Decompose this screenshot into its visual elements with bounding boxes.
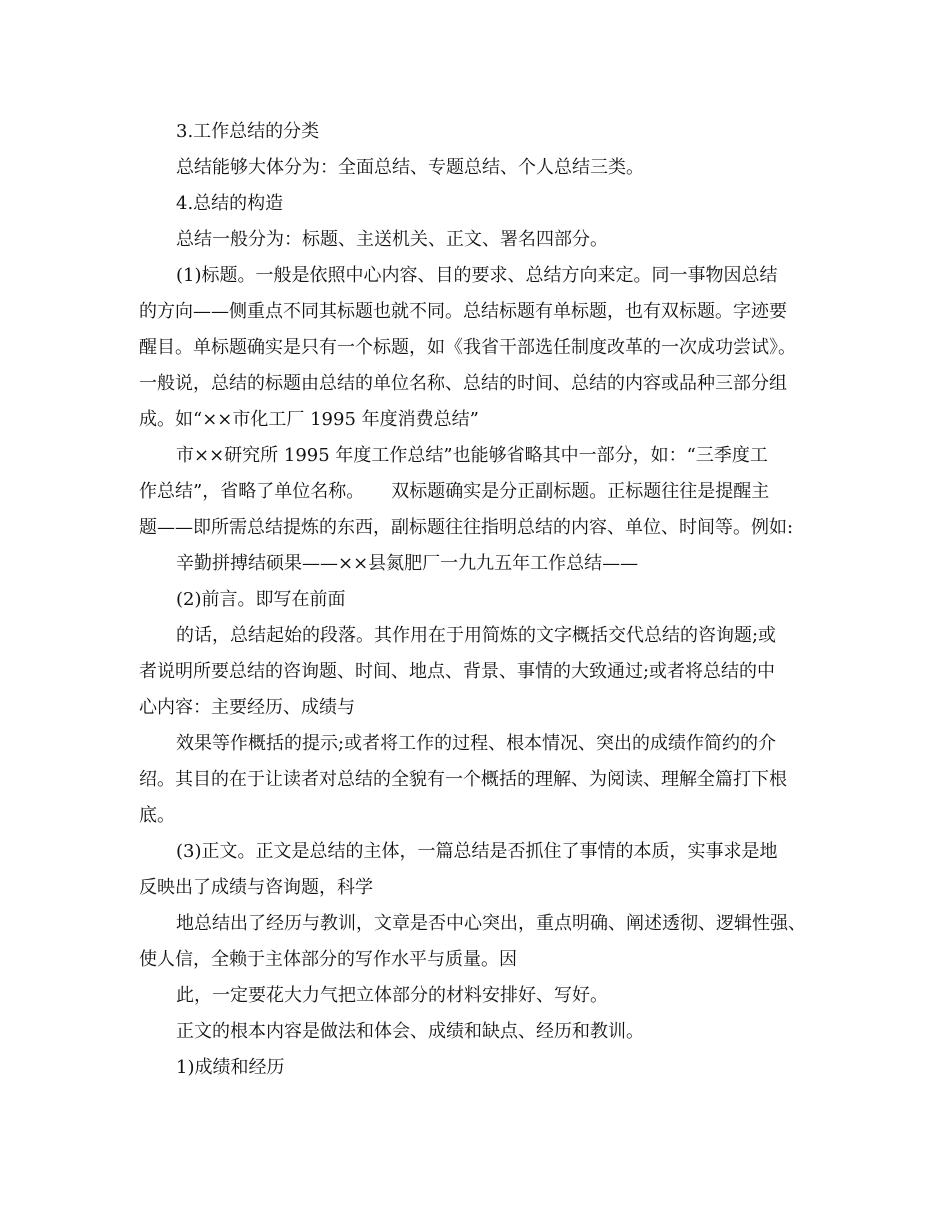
text-line: (1)标题。一般是依照中心内容、目的要求、总结方向来定。同一事物因总结 <box>176 265 778 286</box>
text-line: 心内容：主要经历、成绩与 <box>139 697 355 718</box>
text-line: 绍。其目的在于让读者对总结的全貌有一个概括的理解、为阅读、理解全篇打下根 <box>139 769 787 790</box>
text-line: 地总结出了经历与教训，文章是否中心突出，重点明确、阐述透彻、逻辑性强、 <box>176 913 806 934</box>
text-line: 成。如“××市化工厂 1995 年度消费总结” <box>139 409 479 430</box>
text-line: 反映出了成绩与咨询题，科学 <box>139 877 373 898</box>
text-line: 总结能够大体分为：全面总结、专题总结、个人总结三类。 <box>176 157 644 178</box>
text-line: 总结一般分为：标题、主送机关、正文、署名四部分。 <box>176 229 608 250</box>
section-heading-structure: 4.总结的构造 <box>176 193 284 214</box>
section-heading-classification: 3.工作总结的分类 <box>176 121 320 142</box>
text-line: 市××研究所 1995 年度工作总结”也能够省略其中一部分，如：“三季度工 <box>176 445 768 466</box>
text-line: 此，一定要花大力气把立体部分的材料安排好、写好。 <box>176 985 608 1006</box>
text-line: 作总结”，省略了单位名称。 双标题确实是分正副标题。正标题往往是提醒主 <box>139 481 770 502</box>
text-line: 正文的根本内容是做法和体会、成绩和缺点、经历和教训。 <box>176 1021 644 1042</box>
text-line: 醒目。单标题确实是只有一个标题，如《我省干部选任制度改革的一次成功尝试》。 <box>139 337 796 358</box>
text-line: 的方向——侧重点不同其标题也就不同。总结标题有单标题，也有双标题。字迹要 <box>139 301 787 322</box>
text-line: 效果等作概括的提示;或者将工作的过程、根本情况、突出的成绩作简约的介 <box>176 733 777 754</box>
subsection-heading: 1)成绩和经历 <box>176 1057 285 1078</box>
text-line: (2)前言。即写在前面 <box>176 589 346 610</box>
text-line: 一般说，总结的标题由总结的单位名称、总结的时间、总结的内容或品种三部分组 <box>139 373 787 394</box>
text-line: (3)正文。正文是总结的主体，一篇总结是否抓住了事情的本质，实事求是地 <box>176 841 778 862</box>
text-line: 底。 <box>139 805 175 826</box>
text-line: 题——即所需总结提炼的东西，副标题往往指明总结的内容、单位、时间等。例如: <box>139 517 794 538</box>
text-line: 的话，总结起始的段落。其作用在于用简炼的文字概括交代总结的咨询题;或 <box>176 625 777 646</box>
text-line: 使人信，全赖于主体部分的写作水平与质量。因 <box>139 949 517 970</box>
text-line: 辛勤拼搏结硕果——××县氮肥厂一九九五年工作总结—— <box>176 553 639 574</box>
text-line: 者说明所要总结的咨询题、时间、地点、背景、事情的大致通过;或者将总结的中 <box>139 661 776 682</box>
